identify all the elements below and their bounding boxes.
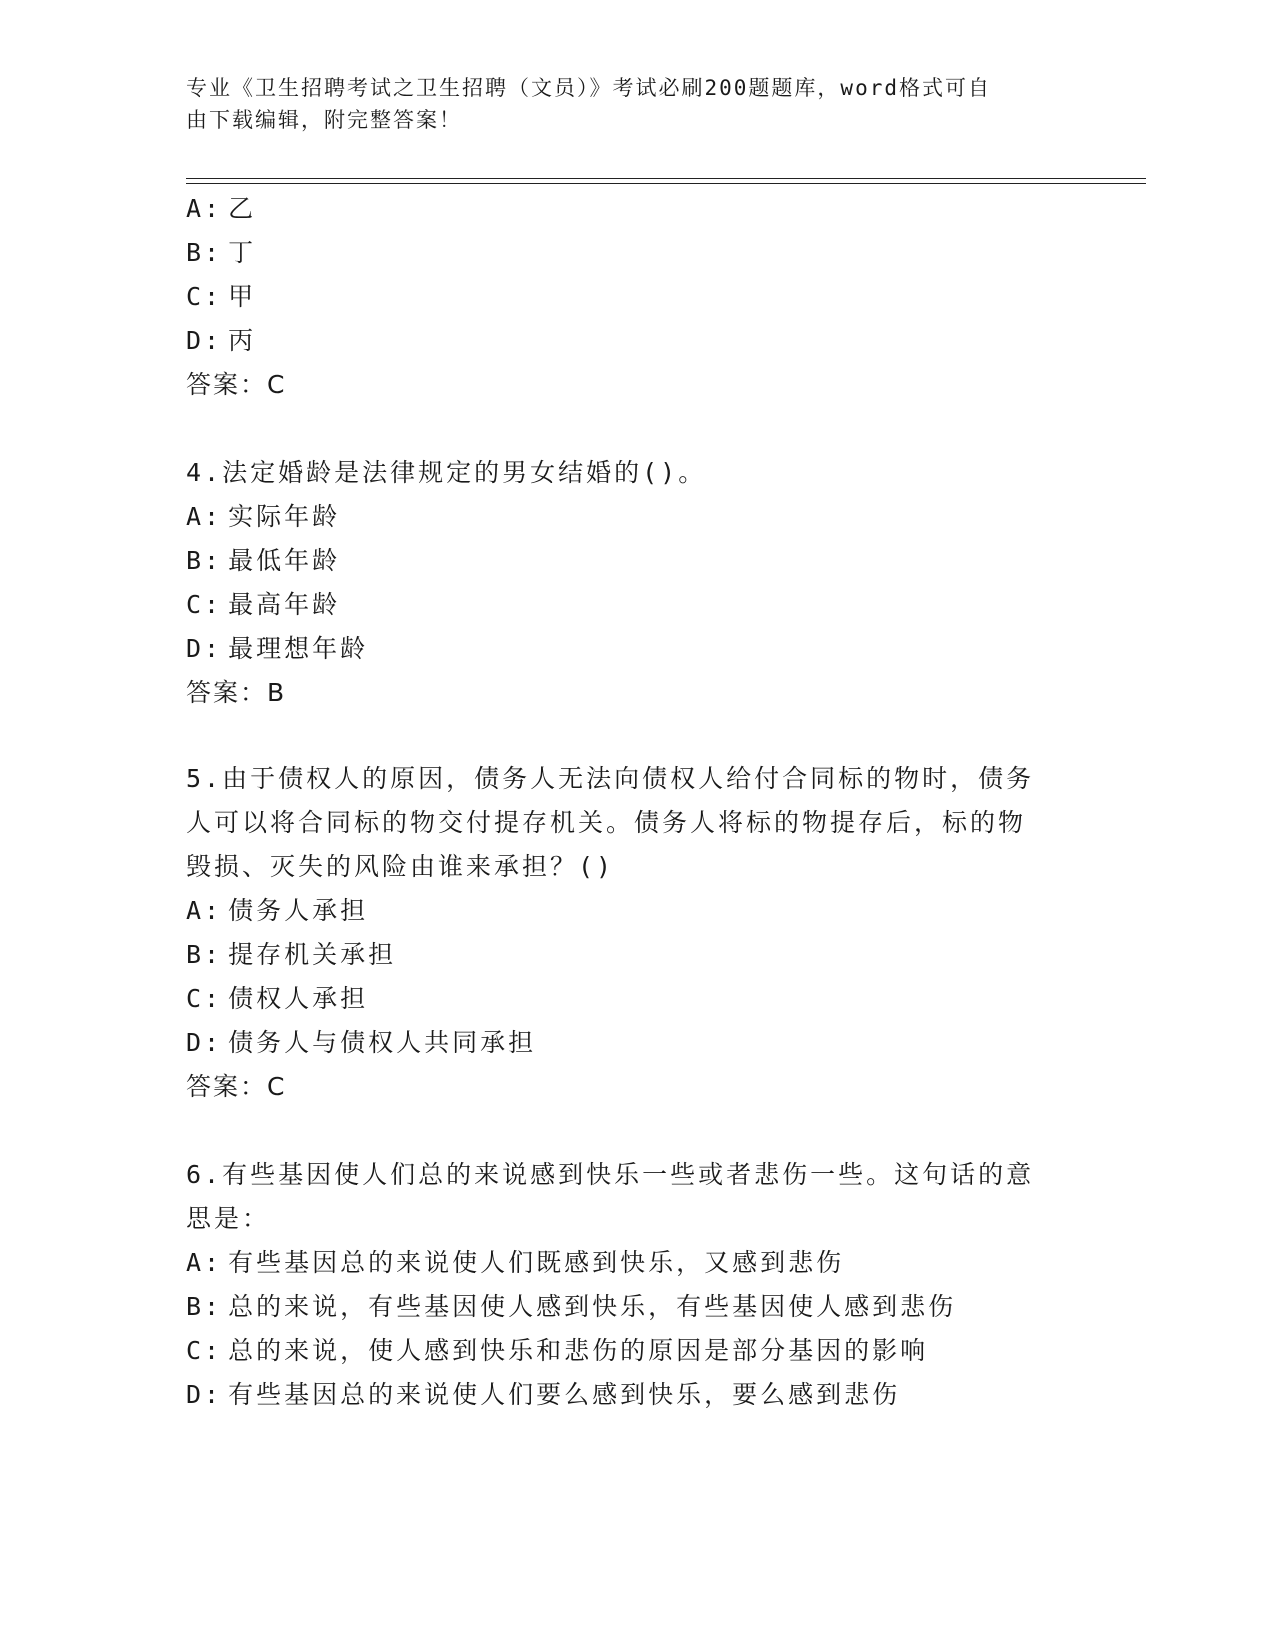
option-label: D: — [186, 326, 223, 355]
q5-option-d — [186, 1026, 536, 1060]
q6-option-c — [186, 1334, 928, 1368]
option-text: 总的来说，有些基因使人感到快乐，有些基因使人感到悲伤 — [228, 1292, 957, 1321]
q4-option-d — [186, 632, 368, 666]
option-label: D: — [186, 634, 223, 663]
q5-answer: 答案：C — [186, 1072, 287, 1101]
option-text: 有些基因总的来说使人们既感到快乐，又感到悲伤 — [228, 1248, 845, 1277]
option-label: A: — [186, 502, 223, 531]
option-text: 债务人与债权人共同承担 — [228, 1028, 537, 1057]
q5-stem-line-1: 5.由于债权人的原因，债务人无法向债权人给付合同标的物时，债务 — [186, 764, 1035, 793]
q3-answer: 答案：C — [186, 370, 287, 399]
q4-option-b — [186, 544, 340, 578]
option-text: 最理想年龄 — [228, 634, 369, 663]
option-label: A: — [186, 1248, 223, 1277]
q4-answer: 答案：B — [186, 678, 287, 707]
option-label: A: — [186, 896, 223, 925]
q4-option-c — [186, 588, 340, 622]
option-label: C: — [186, 590, 223, 619]
q3-option-a — [186, 192, 256, 226]
option-text: 债务人承担 — [228, 896, 369, 925]
q6-option-a — [186, 1246, 844, 1280]
option-label: C: — [186, 1336, 223, 1365]
option-text: 乙 — [228, 194, 257, 223]
option-label: C: — [186, 984, 223, 1013]
option-text: 有些基因总的来说使人们要么感到快乐，要么感到悲伤 — [228, 1380, 901, 1409]
q4-stem: 4.法定婚龄是法律规定的男女结婚的()。 — [186, 458, 707, 487]
option-text: 提存机关承担 — [228, 940, 397, 969]
option-text: 实际年龄 — [228, 502, 341, 531]
document-header — [186, 72, 1066, 136]
q5-option-a — [186, 894, 368, 928]
option-label: D: — [186, 1028, 223, 1057]
option-label: B: — [186, 238, 223, 267]
q3-option-d — [186, 324, 256, 358]
option-label: B: — [186, 940, 223, 969]
header-line-1: 专业《卫生招聘考试之卫生招聘（文员）》考试必刷200题题库，word格式可自 — [186, 76, 991, 100]
option-text: 最高年龄 — [228, 590, 341, 619]
option-label: B: — [186, 546, 223, 575]
q5-option-b — [186, 938, 396, 972]
q6-stem-line-1: 6.有些基因使人们总的来说感到快乐一些或者悲伤一些。这句话的意 — [186, 1160, 1035, 1189]
q4-option-a — [186, 500, 340, 534]
option-text: 总的来说，使人感到快乐和悲伤的原因是部分基因的影响 — [228, 1336, 929, 1365]
q5-option-c — [186, 982, 368, 1016]
q6-stem-line-2: 思是： — [186, 1204, 271, 1233]
header-rule-bottom — [186, 183, 1146, 184]
option-text: 债权人承担 — [228, 984, 369, 1013]
header-line-2: 由下载编辑，附完整答案！ — [186, 108, 462, 132]
option-text: 最低年龄 — [228, 546, 341, 575]
option-label: C: — [186, 282, 223, 311]
option-label: D: — [186, 1380, 223, 1409]
option-label: B: — [186, 1292, 223, 1321]
option-text: 甲 — [228, 282, 257, 311]
option-text: 丁 — [228, 238, 257, 267]
q5-stem-line-3: 毁损、灭失的风险由谁来承担？() — [186, 852, 615, 881]
q5-stem-line-2: 人可以将合同标的物交付提存机关。债务人将标的物提存后，标的物 — [186, 808, 1027, 837]
option-text: 丙 — [228, 326, 257, 355]
q6-option-b — [186, 1290, 956, 1324]
header-rule-top — [186, 178, 1146, 179]
q3-option-c — [186, 280, 256, 314]
q3-option-b — [186, 236, 256, 270]
q6-option-d — [186, 1378, 900, 1412]
option-label: A: — [186, 194, 223, 223]
